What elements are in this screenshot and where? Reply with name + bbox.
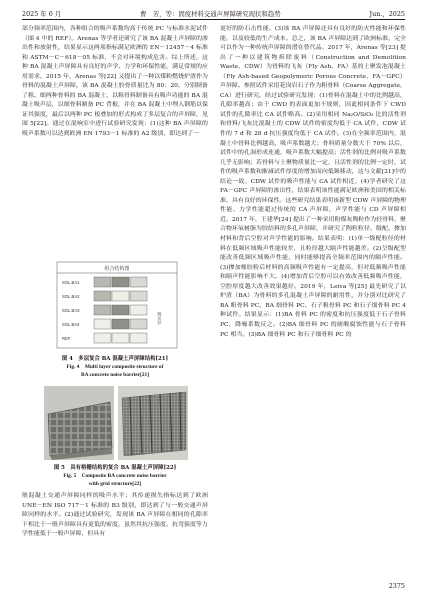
photo-right [118,386,188,460]
figure-4-title: 组合结构图 [104,266,130,272]
figure-4-row-label: SOL.BA4 [62,322,80,327]
paragraph: 部分频率范围内，各种组合的吸声系数均高于传统 PC 与标准水泥试件（图 4 中的 REF）。Arenas 等学者还研究了该 BA 混凝土声屏障的渗出性和放射性，结果显示这两项指标满足欧洲的 EN－12457－4 标准和 ASTM－C－618－05 标准，不会对环境构成危害。综上所述，这种 BA 混凝土声屏障具有良好的声学、力学和环保性能，满足常规的应用需求。2015 年，Arenas 等[22] 又提出了一种以煤粉燃烧炉渣作为骨料的混凝土声屏障，该 BA 混凝土胶骨质量比为 80：20，分别制备了粗、细两种骨料的 BA 混凝土，以粗骨料制备具有吸声功能的 BA 混凝土吸声层，以细骨料制备 PC 背板，并在 BA 混凝土中埋入钢筋以保证其强度，最后以两种 PC 板叠加的形式构成了多层复合的声屏障，见图 5[22]。通过在混响室中进行试验研究发现：(1)这种 BA 声屏障的吸声系数可以达到欧洲 EN 1793－1 标准的 A2 级别，即达到了一 [22,26,208,138]
figure-4-layer-block [94,333,111,343]
figure-4-layer-block [130,319,147,329]
header-date: 2025 年 6 月 [22,10,62,18]
header-date-en: Jun.，2025 [369,10,405,18]
figure-4-layer-block [130,305,147,315]
paragraph: 般混凝土交通声屏障同样的吸声水平；其传递损失指标达到了欧洲 UNE－EN ISO 717－1 标准的 B3 级别，即达到了与一般交通声屏障同样的水平。(2)通过试验研究，发现该 BA 声屏障在相同的孔隙率下相比于一般声屏障具有更低的密度，虽然其抗压强度、抗弯强度等力学性能低于一般声屏障，但具有 [22,493,208,538]
figure-4-layer-block [94,305,111,315]
photo-left [44,386,114,460]
figure-5-photos [22,384,208,462]
page-number: 2375 [388,582,405,590]
paragraph: 更好的防石击性能。(3)该 BA 声屏障还具有良好的防火性能和环保性能，以及较低的生产成本。总之，该 BA 声屏障达到了欧洲标准，完全可以作为一种传统声屏障的潜在替代品。2017 年，Arenas 等[23] 提出了一种以建筑物拆除废料（Construction and Demolition Waste，CDW）为骨料的飞灰（Fly Ash，FA）基的土聚发泡混凝土（Fly Ash-based Geopolymeric Porous Concrete，FA－GPC）声屏障。参照试件采用花岗岩石子作为粗骨料（Coarse Aggregate，CA）进行研究。经过试验研究发现：(1)骨料在混凝土中的比例越高，孔隙率越高；由于 CWD 的表面更加不规则，因此相同条件下 CWD 试件的孔隙率比 CA 试件略高。(2)采用相同 Na₂O/SiO₂ 比的活性剂和骨料/飞灰比混凝土的 CDW 试件的密度均低于 CA 试件，CDW 试件的 7 d 和 28 d 抗压强度均低于 CA 试件。(3)在全频率范围内，混凝土中骨料比例越高，吸声系数越大；骨料质量分数大于 70% 以后，试件中的孔洞形成连通，吸声系数大幅提高；活性剂的比例对吸声系数几乎无影响；若骨料与土聚物质量比一定，且活性剂的比例一定时，试件的吸声系数和渐减试件厚度的增加而向低频移动，这与文献[21]中的结论一致。CDW 试件的吸声性能与 CA 试件相近。(4)学者研究了这 FA－GPC 声屏障的渗出性，结果表明该性能满足欧洲和美国的相关标准，具有良好的环保性。这些研究结果表明该新型 CDW 声屏障的物理性能、力学性能超过传统的 CA 声屏障，声学性能与 CD 声屏障相近。2017 年，王建华[24] 提出了一种采用粉煤灰陶粒作为轻骨料，聚合物环氧树脂为胶结料的多孔声屏障，并研究了陶粒粒径、级配、掺加材料和背后空腔对声学性能的影响。结果表明：(1)单一级配粒径的材料在低频区域吸声性能较差，且粒径越大隔声性能越差。(2)呈级配型能改善低频区域吸声性能，同时能够提高全频率范围内的隔声性能。(3)掺加橡胶粉后材料的高频吸声性能有一定提高，但对低频吸声性能和隔声性能影响不大。(4)增加背后空腔可以有效改善低频吸声性能，空腔厚度越大改善效果越好。2019 年，Leiva 等[25] 最先研究了以炉渣（BA）为骨料的多孔混凝土声屏障的耐用性，并分别对比研究了 BA 粗骨料 PC、BA 细骨料 PC、石子粗骨料 PC 和石子细骨料 PC 4 种试件。结果显示：(1)BA 骨料 PC 的密度和抗压强度低于石子骨料 PC，降噪系数反之。(2)BA 细骨料 PC 的耐酸腐蚀性能与石子骨料 PC 相当。(3)BA 细骨料 PC 和石子细骨料 PC 的 [220,26,406,338]
figure-4-caption-en-2: BA concrete noise barrier[21] [80,372,149,378]
figure-4-row-label: REF [62,336,71,341]
figure-4-diagram [22,260,208,352]
figure-5-caption-en-2: with grid structure[22] [88,481,142,487]
header-rule [22,19,405,20]
figure-5-caption-en-1: Fig. 5 Composite BA concrete noise barrier [63,473,167,479]
right-column-text [220,25,406,340]
header-title: 曹 芳，等：固废材料交通声屏障研究现状和趋势 [140,10,281,18]
figure-4-layer-block [130,277,147,287]
figure-5-caption-cn: 图 5 具有格栅结构的复合 BA 混凝土声屏障[22] [53,465,177,471]
left-column-continuation [22,492,208,540]
figure-4-row-label: SOL.BA1 [62,280,80,285]
figure-4-layer-block [112,305,129,315]
figure-4-layer-block [112,319,129,329]
figure-4-row-label: SOL.BA3 [62,308,80,313]
figure-4-layer-block [94,319,111,329]
figure-4-row-label: SOL.BA2 [62,294,80,299]
figure-4-layer-block [94,291,111,301]
figure-4-layer-block [112,277,129,287]
left-column-text [22,25,208,140]
figure-4-layer-block [130,333,147,343]
figure-4-layer-block [130,291,147,301]
figure-4-caption-cn: 图 4 多层复合 BA 混凝土声屏障结构[21] [61,356,169,362]
figure-4-caption-en-1: Fig. 4 Multi layer composite structure of [66,364,164,370]
figure-4-legend-label: 吸声层 [157,312,163,325]
figure-4-layer-block [94,277,111,287]
figure-4-layer-block [112,291,129,301]
figure-4-layer-block [112,333,129,343]
